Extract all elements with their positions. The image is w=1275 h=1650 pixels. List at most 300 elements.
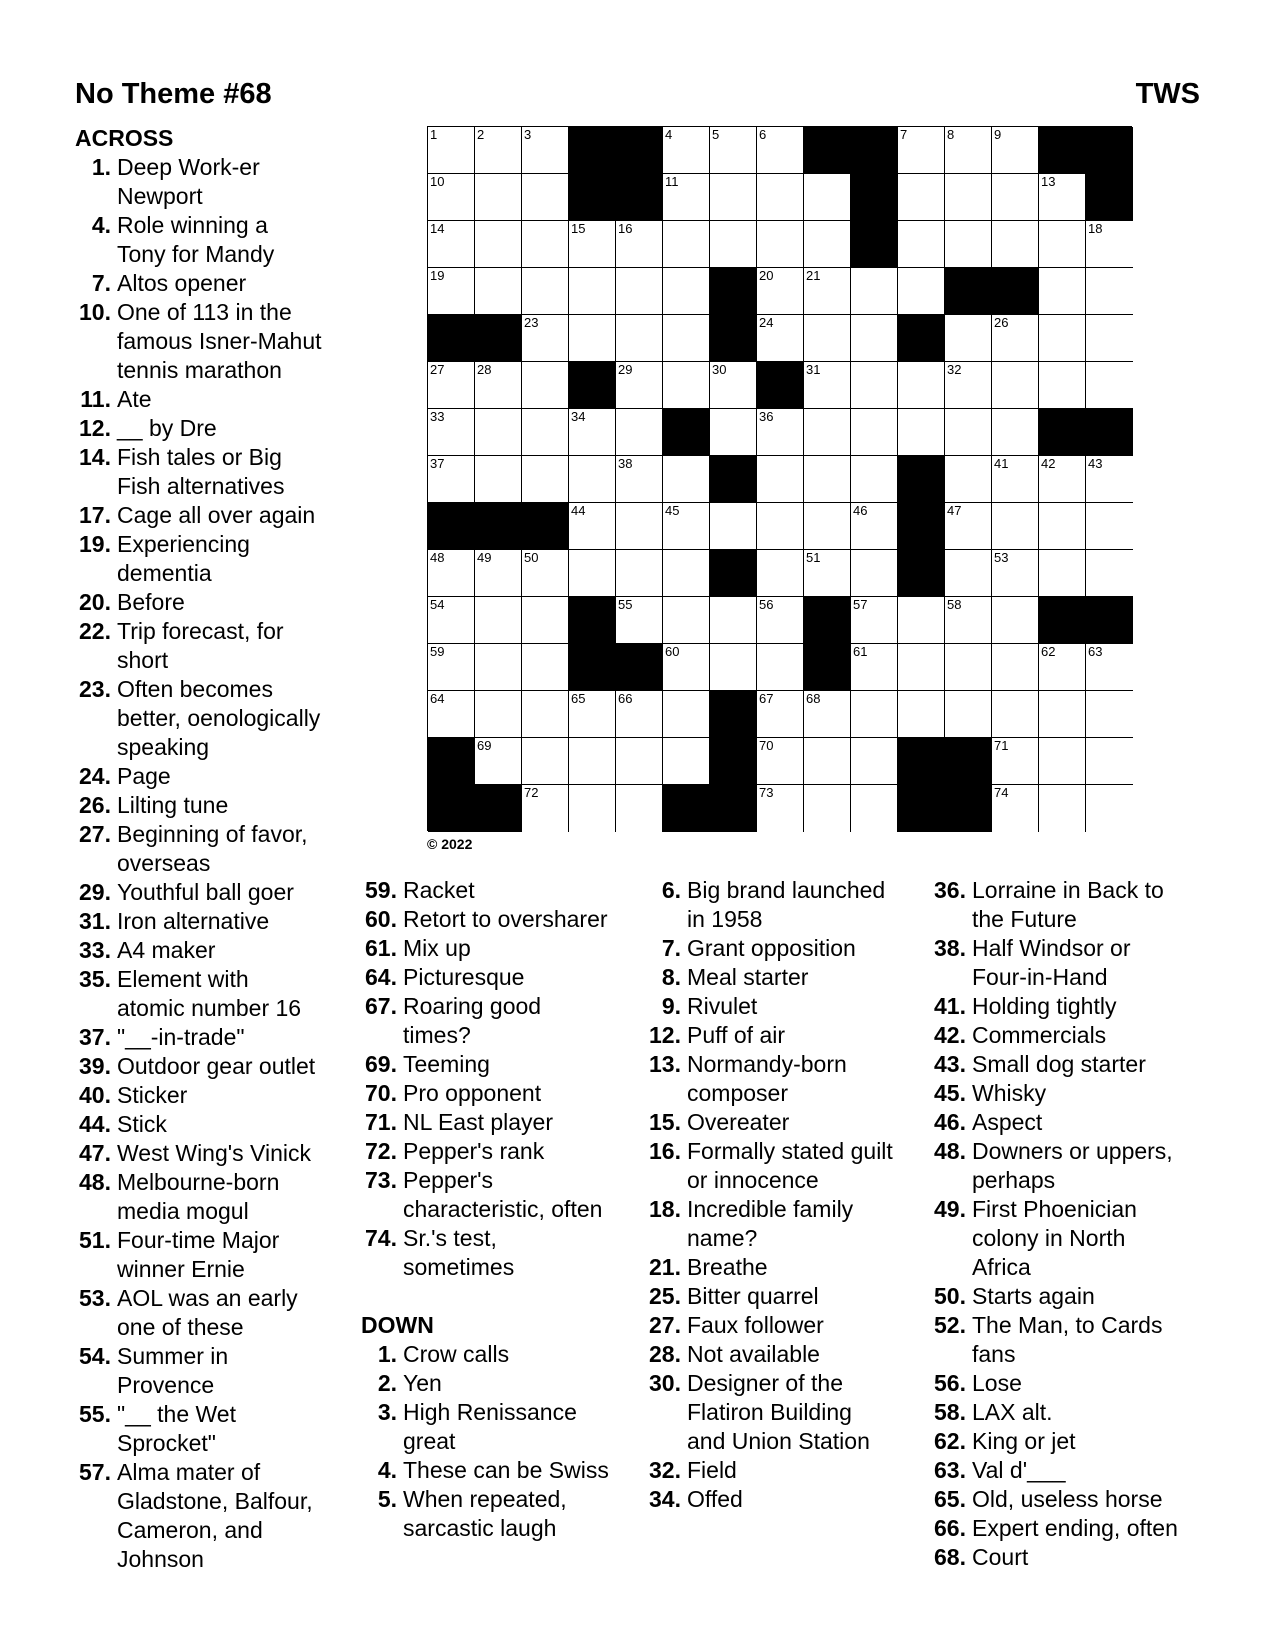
grid-cell[interactable] xyxy=(851,550,898,597)
clue-text: the Future xyxy=(972,906,1077,932)
grid-cell[interactable] xyxy=(804,315,851,362)
black-square xyxy=(569,362,616,409)
grid-cell[interactable] xyxy=(1039,503,1086,550)
grid-cell[interactable] xyxy=(569,691,616,738)
clue-number: 52. xyxy=(934,1312,966,1338)
across-clue xyxy=(361,934,631,963)
clue-number: 28. xyxy=(649,1341,681,1367)
grid-cell[interactable] xyxy=(804,409,851,456)
grid-cell[interactable] xyxy=(945,503,992,550)
down-clue xyxy=(645,1195,920,1253)
grid-cell[interactable] xyxy=(710,597,757,644)
black-square xyxy=(757,362,804,409)
cell-number: 44 xyxy=(571,503,586,518)
grid-cell[interactable] xyxy=(1039,785,1086,832)
grid-cell[interactable] xyxy=(616,315,663,362)
clue-text: Provence xyxy=(117,1372,215,1398)
grid-cell[interactable] xyxy=(616,503,663,550)
grid-cell[interactable] xyxy=(898,691,945,738)
cell-number: 18 xyxy=(1088,221,1103,236)
black-square xyxy=(710,315,757,362)
clue-number: 68. xyxy=(934,1544,966,1570)
across-clue xyxy=(75,385,350,414)
down-clue xyxy=(645,1485,920,1514)
across-clue xyxy=(75,965,350,1023)
grid-cell[interactable] xyxy=(710,127,757,174)
grid-cell[interactable] xyxy=(804,268,851,315)
grid-cell[interactable] xyxy=(757,738,804,785)
grid-cell[interactable] xyxy=(757,221,804,268)
grid-cell[interactable] xyxy=(710,409,757,456)
black-square xyxy=(898,315,945,362)
clue-text: Newport xyxy=(117,183,203,209)
clue-number: 47. xyxy=(79,1140,111,1166)
grid-cell[interactable] xyxy=(945,221,992,268)
grid-cell[interactable] xyxy=(1039,268,1086,315)
grid-cell[interactable] xyxy=(992,738,1039,785)
black-square xyxy=(569,644,616,691)
clue-number: 56. xyxy=(934,1370,966,1396)
grid-cell[interactable] xyxy=(757,785,804,832)
grid-cell[interactable] xyxy=(569,550,616,597)
grid-cell[interactable] xyxy=(992,362,1039,409)
clue-text: media mogul xyxy=(117,1198,249,1224)
clue-text: Roaring good xyxy=(403,993,542,1019)
clue-text: Four-time Major xyxy=(117,1227,280,1253)
grid-cell[interactable] xyxy=(1086,550,1133,597)
clue-number: 51. xyxy=(79,1227,111,1253)
black-square xyxy=(475,785,522,832)
grid-cell[interactable] xyxy=(992,644,1039,691)
grid-cell[interactable] xyxy=(475,268,522,315)
grid-cell[interactable] xyxy=(898,268,945,315)
grid-cell[interactable] xyxy=(757,691,804,738)
grid-cell[interactable] xyxy=(475,738,522,785)
grid-cell[interactable] xyxy=(804,738,851,785)
grid-cell[interactable] xyxy=(757,503,804,550)
grid-cell[interactable] xyxy=(992,550,1039,597)
grid-cell[interactable] xyxy=(851,315,898,362)
clue-number: 71. xyxy=(365,1109,397,1135)
grid-cell[interactable] xyxy=(804,362,851,409)
grid-cell[interactable] xyxy=(898,597,945,644)
across-clue xyxy=(75,269,350,298)
grid-cell[interactable] xyxy=(616,362,663,409)
clue-text: Commercials xyxy=(972,1022,1107,1048)
clue-text: perhaps xyxy=(972,1167,1056,1193)
clue-number: 59. xyxy=(365,877,397,903)
grid-cell[interactable] xyxy=(898,127,945,174)
grid-cell[interactable] xyxy=(428,409,475,456)
cell-number: 37 xyxy=(430,456,445,471)
grid-cell[interactable] xyxy=(522,597,569,644)
grid-cell[interactable] xyxy=(569,785,616,832)
grid-cell[interactable] xyxy=(616,456,663,503)
grid-cell[interactable] xyxy=(1039,456,1086,503)
clue-text: Cage all over again xyxy=(117,502,316,528)
grid-cell[interactable] xyxy=(1039,738,1086,785)
grid-cell[interactable] xyxy=(428,597,475,644)
grid-cell[interactable] xyxy=(992,409,1039,456)
clue-number: 9. xyxy=(661,993,681,1019)
grid-cell[interactable] xyxy=(522,691,569,738)
grid-cell[interactable] xyxy=(1039,644,1086,691)
grid-cell[interactable] xyxy=(804,785,851,832)
clue-number: 22. xyxy=(79,618,111,644)
grid-cell[interactable] xyxy=(1086,691,1133,738)
grid-cell[interactable] xyxy=(522,362,569,409)
black-square xyxy=(992,268,1039,315)
clue-number: 13. xyxy=(649,1051,681,1077)
grid-cell[interactable] xyxy=(475,456,522,503)
grid-cell[interactable] xyxy=(522,315,569,362)
clue-number: 23. xyxy=(79,676,111,702)
grid-cell[interactable] xyxy=(945,174,992,221)
grid-cell[interactable] xyxy=(757,268,804,315)
grid-cell[interactable] xyxy=(1086,315,1133,362)
across-clue xyxy=(75,153,350,211)
grid-cell[interactable] xyxy=(475,691,522,738)
down-clue xyxy=(930,1514,1205,1543)
grid-cell[interactable] xyxy=(945,691,992,738)
grid-cell[interactable] xyxy=(569,409,616,456)
down-clue xyxy=(361,1369,631,1398)
grid-cell[interactable] xyxy=(1086,785,1133,832)
clue-text: West Wing's Vinick xyxy=(117,1140,311,1166)
grid-cell[interactable] xyxy=(992,221,1039,268)
clue-text: Lorraine in Back to xyxy=(972,877,1164,903)
grid-cell[interactable] xyxy=(522,550,569,597)
grid-cell[interactable] xyxy=(1086,644,1133,691)
clue-text: NL East player xyxy=(403,1109,553,1135)
grid-cell[interactable] xyxy=(992,597,1039,644)
black-square xyxy=(569,174,616,221)
cell-number: 59 xyxy=(430,644,445,659)
cell-number: 66 xyxy=(618,691,633,706)
grid-cell[interactable] xyxy=(475,550,522,597)
clue-text: Field xyxy=(687,1457,737,1483)
grid-cell[interactable] xyxy=(663,550,710,597)
across-clue xyxy=(75,1052,350,1081)
grid-cell[interactable] xyxy=(428,691,475,738)
grid-cell[interactable] xyxy=(475,221,522,268)
grid-cell[interactable] xyxy=(663,362,710,409)
grid-cell[interactable] xyxy=(804,550,851,597)
grid-cell[interactable] xyxy=(569,503,616,550)
grid-cell[interactable] xyxy=(945,409,992,456)
clue-number: 7. xyxy=(91,270,111,296)
clue-text: __ by Dre xyxy=(117,415,217,441)
clue-number: 21. xyxy=(649,1254,681,1280)
grid-cell[interactable] xyxy=(710,644,757,691)
cell-number: 64 xyxy=(430,691,445,706)
grid-cell[interactable] xyxy=(428,221,475,268)
grid-cell[interactable] xyxy=(522,644,569,691)
clue-number: 43. xyxy=(934,1051,966,1077)
grid-cell[interactable] xyxy=(945,597,992,644)
grid-cell[interactable] xyxy=(945,550,992,597)
grid-cell[interactable] xyxy=(616,785,663,832)
grid-cell[interactable] xyxy=(1039,221,1086,268)
down-clue xyxy=(930,1137,1205,1195)
down-clue xyxy=(930,1485,1205,1514)
grid-cell[interactable] xyxy=(992,315,1039,362)
grid-cell[interactable] xyxy=(663,127,710,174)
grid-cell[interactable] xyxy=(616,550,663,597)
grid-cell[interactable] xyxy=(663,691,710,738)
grid-cell[interactable] xyxy=(992,503,1039,550)
clue-number: 57. xyxy=(79,1459,111,1485)
clue-text: Holding tightly xyxy=(972,993,1117,1019)
grid-cell[interactable] xyxy=(804,503,851,550)
black-square xyxy=(710,456,757,503)
grid-cell[interactable] xyxy=(522,268,569,315)
cell-number: 51 xyxy=(806,550,821,565)
black-square xyxy=(1039,597,1086,644)
black-square xyxy=(898,456,945,503)
grid-cell[interactable] xyxy=(757,315,804,362)
cell-number: 63 xyxy=(1088,644,1103,659)
down-clue xyxy=(645,963,920,992)
clue-text: tennis marathon xyxy=(117,357,282,383)
grid-cell[interactable] xyxy=(945,456,992,503)
grid-cell[interactable] xyxy=(757,456,804,503)
black-square xyxy=(804,127,851,174)
grid-cell[interactable] xyxy=(945,644,992,691)
grid-cell[interactable] xyxy=(851,503,898,550)
grid-cell[interactable] xyxy=(898,362,945,409)
grid-cell[interactable] xyxy=(851,644,898,691)
cell-number: 26 xyxy=(994,315,1009,330)
grid-cell[interactable] xyxy=(522,174,569,221)
grid-cell[interactable] xyxy=(428,268,475,315)
grid-cell[interactable] xyxy=(1039,550,1086,597)
grid-cell[interactable] xyxy=(663,503,710,550)
grid-cell[interactable] xyxy=(522,127,569,174)
grid-cell[interactable] xyxy=(569,456,616,503)
grid-cell[interactable] xyxy=(992,174,1039,221)
grid-cell[interactable] xyxy=(428,550,475,597)
grid-cell[interactable] xyxy=(710,362,757,409)
clue-text: Trip forecast, for xyxy=(117,618,284,644)
grid-cell[interactable] xyxy=(992,127,1039,174)
grid-cell[interactable] xyxy=(428,174,475,221)
grid-cell[interactable] xyxy=(522,221,569,268)
grid-cell[interactable] xyxy=(663,221,710,268)
crossword-grid[interactable] xyxy=(427,126,1132,831)
clue-text: characteristic, often xyxy=(403,1196,603,1222)
grid-cell[interactable] xyxy=(757,644,804,691)
down-clue xyxy=(645,1340,920,1369)
clue-text: Youthful ball goer xyxy=(117,879,294,905)
grid-cell[interactable] xyxy=(851,691,898,738)
cell-number: 46 xyxy=(853,503,868,518)
grid-cell[interactable] xyxy=(1039,315,1086,362)
grid-cell[interactable] xyxy=(1039,362,1086,409)
grid-cell[interactable] xyxy=(1086,503,1133,550)
grid-cell[interactable] xyxy=(569,221,616,268)
grid-cell[interactable] xyxy=(992,456,1039,503)
grid-cell[interactable] xyxy=(522,738,569,785)
grid-cell[interactable] xyxy=(992,691,1039,738)
grid-cell[interactable] xyxy=(1086,362,1133,409)
clue-text: Role winning a xyxy=(117,212,268,238)
grid-cell[interactable] xyxy=(851,268,898,315)
down-clue xyxy=(930,1195,1205,1282)
down-clue xyxy=(930,992,1205,1021)
black-square xyxy=(898,550,945,597)
black-square xyxy=(710,785,757,832)
grid-cell[interactable] xyxy=(898,221,945,268)
grid-cell[interactable] xyxy=(992,785,1039,832)
grid-cell[interactable] xyxy=(663,456,710,503)
grid-cell[interactable] xyxy=(569,738,616,785)
across-clue xyxy=(361,1224,631,1282)
across-clue xyxy=(75,1110,350,1139)
grid-cell[interactable] xyxy=(428,127,475,174)
grid-cell[interactable] xyxy=(757,174,804,221)
grid-cell[interactable] xyxy=(851,597,898,644)
grid-cell[interactable] xyxy=(945,315,992,362)
clue-text: Starts again xyxy=(972,1283,1095,1309)
grid-cell[interactable] xyxy=(757,409,804,456)
clue-number: 55. xyxy=(79,1401,111,1427)
grid-cell[interactable] xyxy=(1086,738,1133,785)
grid-cell[interactable] xyxy=(663,738,710,785)
clue-text: Altos opener xyxy=(117,270,247,296)
grid-cell[interactable] xyxy=(428,456,475,503)
grid-cell[interactable] xyxy=(522,456,569,503)
down-clue xyxy=(645,1137,920,1195)
grid-cell[interactable] xyxy=(616,597,663,644)
grid-cell[interactable] xyxy=(616,691,663,738)
grid-cell[interactable] xyxy=(475,644,522,691)
grid-cell[interactable] xyxy=(569,315,616,362)
grid-cell[interactable] xyxy=(804,221,851,268)
cell-number: 60 xyxy=(665,644,680,659)
down-clue xyxy=(361,1398,631,1456)
across-clue xyxy=(75,617,350,675)
grid-cell[interactable] xyxy=(898,644,945,691)
clue-text: or innocence xyxy=(687,1167,819,1193)
grid-cell[interactable] xyxy=(851,362,898,409)
clue-text: "__ the Wet xyxy=(117,1401,236,1427)
clue-text: Meal starter xyxy=(687,964,809,990)
clue-text: Fish alternatives xyxy=(117,473,285,499)
cell-number: 33 xyxy=(430,409,445,424)
grid-cell[interactable] xyxy=(663,174,710,221)
clue-text: dementia xyxy=(117,560,212,586)
grid-cell[interactable] xyxy=(898,174,945,221)
grid-cell[interactable] xyxy=(522,409,569,456)
grid-cell[interactable] xyxy=(569,268,616,315)
grid-cell[interactable] xyxy=(804,174,851,221)
grid-cell[interactable] xyxy=(616,409,663,456)
section-heading: DOWN xyxy=(361,1312,434,1338)
cell-number: 3 xyxy=(524,127,532,142)
clue-number: 30. xyxy=(649,1370,681,1396)
clue-number: 40. xyxy=(79,1082,111,1108)
grid-cell[interactable] xyxy=(757,550,804,597)
grid-cell[interactable] xyxy=(616,221,663,268)
clue-text: These can be Swiss xyxy=(403,1457,609,1483)
clue-text: fans xyxy=(972,1341,1016,1367)
clue-number: 74. xyxy=(365,1225,397,1251)
grid-cell[interactable] xyxy=(710,174,757,221)
grid-cell[interactable] xyxy=(757,127,804,174)
grid-cell[interactable] xyxy=(428,362,475,409)
grid-cell[interactable] xyxy=(851,738,898,785)
black-square xyxy=(1039,409,1086,456)
grid-cell[interactable] xyxy=(1086,268,1133,315)
grid-cell[interactable] xyxy=(1039,691,1086,738)
clue-text: great xyxy=(403,1428,456,1454)
grid-cell[interactable] xyxy=(945,127,992,174)
grid-cell[interactable] xyxy=(475,409,522,456)
grid-cell[interactable] xyxy=(851,409,898,456)
grid-cell[interactable] xyxy=(804,691,851,738)
grid-cell[interactable] xyxy=(1086,456,1133,503)
down-clue xyxy=(930,1311,1205,1369)
grid-cell[interactable] xyxy=(475,362,522,409)
grid-cell[interactable] xyxy=(710,221,757,268)
grid-cell[interactable] xyxy=(1039,174,1086,221)
across-clue xyxy=(75,1284,350,1342)
cell-number: 40 xyxy=(900,456,915,471)
clue-text: The Man, to Cards xyxy=(972,1312,1163,1338)
grid-cell[interactable] xyxy=(616,738,663,785)
clue-text: Not available xyxy=(687,1341,820,1367)
cell-number: 23 xyxy=(524,315,539,330)
clue-number: 73. xyxy=(365,1167,397,1193)
clue-number: 48. xyxy=(79,1169,111,1195)
grid-cell[interactable] xyxy=(663,315,710,362)
grid-cell[interactable] xyxy=(898,409,945,456)
cell-number: 50 xyxy=(524,550,539,565)
clue-text: Element with xyxy=(117,966,249,992)
grid-cell[interactable] xyxy=(851,456,898,503)
grid-cell[interactable] xyxy=(663,644,710,691)
grid-cell[interactable] xyxy=(851,785,898,832)
grid-cell[interactable] xyxy=(663,597,710,644)
copyright-notice: © 2022 xyxy=(427,836,473,852)
grid-cell[interactable] xyxy=(663,268,710,315)
clue-text: Overeater xyxy=(687,1109,790,1135)
clue-text: Deep Work-er xyxy=(117,154,260,180)
clue-text: Before xyxy=(117,589,185,615)
grid-cell[interactable] xyxy=(428,644,475,691)
black-square xyxy=(475,315,522,362)
grid-cell[interactable] xyxy=(804,456,851,503)
grid-cell[interactable] xyxy=(1086,221,1133,268)
cell-number: 14 xyxy=(430,221,445,236)
grid-cell[interactable] xyxy=(616,268,663,315)
cell-number: 31 xyxy=(806,362,821,377)
grid-cell[interactable] xyxy=(475,174,522,221)
grid-cell[interactable] xyxy=(710,503,757,550)
clue-number: 4. xyxy=(91,212,111,238)
across-clue xyxy=(75,878,350,907)
grid-cell[interactable] xyxy=(475,127,522,174)
clue-number: 48. xyxy=(934,1138,966,1164)
cell-number: 19 xyxy=(430,268,445,283)
cell-number: 30 xyxy=(712,362,727,377)
grid-cell[interactable] xyxy=(757,597,804,644)
clue-text: Summer in xyxy=(117,1343,229,1369)
grid-cell[interactable] xyxy=(945,362,992,409)
grid-cell[interactable] xyxy=(475,597,522,644)
grid-cell[interactable] xyxy=(522,785,569,832)
